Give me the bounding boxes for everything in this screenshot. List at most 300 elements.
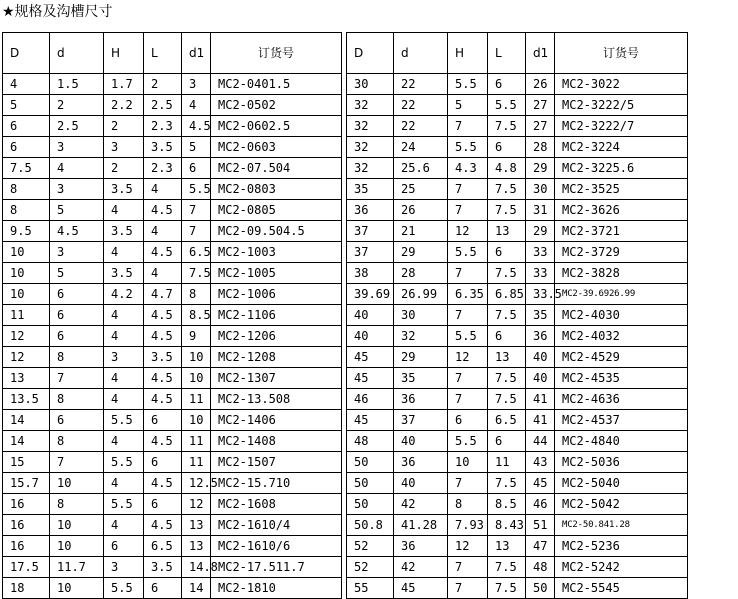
dimension-cell: 2 xyxy=(144,74,182,95)
dimension-cell: 5.5 xyxy=(104,578,144,599)
table-row xyxy=(347,389,688,410)
dimension-cell: 14.8 xyxy=(182,557,211,578)
dimension-cell: 6 xyxy=(50,305,104,326)
order-number-cell: MC2-1003 xyxy=(211,242,342,263)
dimension-cell: 4 xyxy=(144,263,182,284)
order-number-cell: MC2-3022 xyxy=(555,74,688,95)
column-header: d1 xyxy=(526,33,555,74)
dimension-cell: 6 xyxy=(488,326,526,347)
dimension-cell: 32 xyxy=(347,158,394,179)
order-number-cell: MC2-1106 xyxy=(211,305,342,326)
table-row xyxy=(347,95,688,116)
dimension-cell: 13 xyxy=(182,536,211,557)
dimension-cell: 2.5 xyxy=(144,95,182,116)
dimension-cell: 6 xyxy=(144,410,182,431)
order-number-cell: MC2-5042 xyxy=(555,494,688,515)
table-row xyxy=(347,137,688,158)
dimension-cell: 32 xyxy=(347,137,394,158)
table-row xyxy=(347,557,688,578)
order-number-cell: MC2-1610/4 xyxy=(211,515,342,536)
dimension-cell: 47 xyxy=(526,536,555,557)
dimension-cell: 10 xyxy=(50,578,104,599)
dimension-cell: 36 xyxy=(394,536,448,557)
dimension-cell: 10 xyxy=(3,242,50,263)
table-row xyxy=(347,410,688,431)
table-row xyxy=(347,578,688,599)
dimension-cell: 4 xyxy=(50,158,104,179)
table-row xyxy=(347,242,688,263)
dimension-cell: 4.7 xyxy=(144,284,182,305)
dimension-cell: 41 xyxy=(526,389,555,410)
dimension-cell: 6 xyxy=(144,452,182,473)
dimension-cell: 6.5 xyxy=(488,410,526,431)
table-header-row xyxy=(3,33,342,74)
table-row xyxy=(3,389,342,410)
dimension-cell: 30 xyxy=(394,305,448,326)
dimension-cell: 39.69 xyxy=(347,284,394,305)
table-row xyxy=(3,536,342,557)
dimension-cell: 5.5 xyxy=(182,179,211,200)
table-header-row xyxy=(347,33,688,74)
dimension-cell: 12 xyxy=(182,494,211,515)
dimension-cell: 6.85 xyxy=(488,284,526,305)
order-number-cell: MC2-50.841.28 xyxy=(555,515,688,536)
dimension-cell: 28 xyxy=(394,263,448,284)
dimension-cell: 6.5 xyxy=(182,242,211,263)
dimension-cell: 2.3 xyxy=(144,158,182,179)
table-row xyxy=(3,137,342,158)
order-number-cell: MC2-1206 xyxy=(211,326,342,347)
dimension-cell: 52 xyxy=(347,557,394,578)
order-number-cell: MC2-3222/5 xyxy=(555,95,688,116)
dimension-cell: 6 xyxy=(104,536,144,557)
dimension-cell: 30 xyxy=(347,74,394,95)
dimension-cell: 41 xyxy=(526,410,555,431)
table-row xyxy=(347,473,688,494)
dimension-cell: 5.5 xyxy=(448,431,488,452)
order-number-cell: MC2-3224 xyxy=(555,137,688,158)
table-row xyxy=(347,158,688,179)
order-number-cell: MC2-4032 xyxy=(555,326,688,347)
dimension-cell: 9.5 xyxy=(3,221,50,242)
dimension-cell: 7 xyxy=(448,305,488,326)
dimension-cell: 7 xyxy=(448,116,488,137)
dimension-cell: 6 xyxy=(3,137,50,158)
dimension-cell: 12 xyxy=(448,347,488,368)
dimension-cell: 40 xyxy=(347,305,394,326)
dimension-cell: 3 xyxy=(104,137,144,158)
dimension-cell: 17.5 xyxy=(3,557,50,578)
dimension-cell: 5.5 xyxy=(448,137,488,158)
dimension-cell: 13 xyxy=(488,221,526,242)
dimension-cell: 35 xyxy=(347,179,394,200)
dimension-cell: 8 xyxy=(50,347,104,368)
dimension-cell: 4.5 xyxy=(50,221,104,242)
table-row xyxy=(3,515,342,536)
section-title: ★规格及沟槽尺寸 xyxy=(2,4,113,20)
order-number-cell: MC2-4840 xyxy=(555,431,688,452)
order-number-cell: MC2-13.508 xyxy=(211,389,342,410)
dimension-cell: 50 xyxy=(347,452,394,473)
dimension-cell: 6 xyxy=(144,578,182,599)
dimension-cell: 4.2 xyxy=(104,284,144,305)
dimension-cell: 45 xyxy=(526,473,555,494)
dimension-cell: 6 xyxy=(488,137,526,158)
dimension-cell: 5 xyxy=(50,200,104,221)
dimension-cell: 3.5 xyxy=(144,557,182,578)
dimension-cell: 5.5 xyxy=(448,74,488,95)
dimension-cell: 8 xyxy=(448,494,488,515)
order-number-cell: MC2-0602.5 xyxy=(211,116,342,137)
table-row xyxy=(347,284,688,305)
dimension-cell: 4.8 xyxy=(488,158,526,179)
dimension-cell: 36 xyxy=(394,452,448,473)
dimension-cell: 22 xyxy=(394,116,448,137)
dimension-cell: 37 xyxy=(347,242,394,263)
dimension-cell: 3 xyxy=(50,179,104,200)
dimension-cell: 2 xyxy=(50,95,104,116)
table-row xyxy=(3,578,342,599)
order-number-cell: MC2-3225.6 xyxy=(555,158,688,179)
order-number-cell: MC2-1406 xyxy=(211,410,342,431)
dimension-cell: 5 xyxy=(50,263,104,284)
order-number-cell: MC2-4636 xyxy=(555,389,688,410)
dimension-cell: 5.5 xyxy=(104,452,144,473)
spec-table-right xyxy=(346,32,688,599)
dimension-cell: 7.5 xyxy=(488,557,526,578)
dimension-cell: 3.5 xyxy=(144,347,182,368)
table-row xyxy=(3,200,342,221)
table-row xyxy=(3,557,342,578)
dimension-cell: 36 xyxy=(526,326,555,347)
dimension-cell: 32 xyxy=(347,95,394,116)
dimension-cell: 2 xyxy=(104,116,144,137)
dimension-cell: 15 xyxy=(3,452,50,473)
dimension-cell: 4 xyxy=(104,515,144,536)
table-row xyxy=(3,368,342,389)
dimension-cell: 4.5 xyxy=(144,326,182,347)
table-row xyxy=(347,179,688,200)
table-row xyxy=(3,179,342,200)
order-number-cell: MC2-1507 xyxy=(211,452,342,473)
dimension-cell: 10 xyxy=(3,284,50,305)
order-number-cell: MC2-1005 xyxy=(211,263,342,284)
dimension-cell: 5 xyxy=(3,95,50,116)
dimension-cell: 2.5 xyxy=(50,116,104,137)
table-row xyxy=(3,95,342,116)
dimension-cell: 27 xyxy=(526,116,555,137)
order-number-cell: MC2-5236 xyxy=(555,536,688,557)
dimension-cell: 4 xyxy=(104,242,144,263)
dimension-cell: 6.5 xyxy=(144,536,182,557)
order-number-cell: MC2-3222/7 xyxy=(555,116,688,137)
dimension-cell: 6 xyxy=(50,326,104,347)
dimension-cell: 4.5 xyxy=(144,305,182,326)
order-number-cell: MC2-17.511.7 xyxy=(211,557,342,578)
dimension-cell: 3 xyxy=(104,347,144,368)
column-header: L xyxy=(144,33,182,74)
dimension-cell: 22 xyxy=(394,74,448,95)
order-number-cell: MC2-0805 xyxy=(211,200,342,221)
dimension-cell: 11 xyxy=(182,452,211,473)
dimension-cell: 50.8 xyxy=(347,515,394,536)
dimension-cell: 7 xyxy=(448,200,488,221)
dimension-cell: 4.3 xyxy=(448,158,488,179)
dimension-cell: 36 xyxy=(394,389,448,410)
order-number-cell: MC2-0603 xyxy=(211,137,342,158)
table-row xyxy=(347,200,688,221)
dimension-cell: 46 xyxy=(526,494,555,515)
dimension-cell: 5.5 xyxy=(104,410,144,431)
table-row xyxy=(347,347,688,368)
dimension-cell: 4 xyxy=(104,368,144,389)
dimension-cell: 4 xyxy=(104,473,144,494)
dimension-cell: 7.5 xyxy=(488,305,526,326)
table-row xyxy=(3,473,342,494)
dimension-cell: 7 xyxy=(50,368,104,389)
table-row xyxy=(3,326,342,347)
order-number-cell: MC2-07.504 xyxy=(211,158,342,179)
order-number-cell: MC2-4030 xyxy=(555,305,688,326)
dimension-cell: 4.5 xyxy=(182,116,211,137)
column-header: D xyxy=(347,33,394,74)
order-number-cell: MC2-1208 xyxy=(211,347,342,368)
table-row xyxy=(3,431,342,452)
dimension-cell: 16 xyxy=(3,494,50,515)
dimension-cell: 4.5 xyxy=(144,368,182,389)
order-number-cell: MC2-4535 xyxy=(555,368,688,389)
dimension-cell: 4.5 xyxy=(144,431,182,452)
dimension-cell: 6 xyxy=(144,494,182,515)
dimension-cell: 12 xyxy=(448,221,488,242)
table-row xyxy=(347,452,688,473)
dimension-cell: 30 xyxy=(526,179,555,200)
dimension-cell: 7 xyxy=(182,200,211,221)
dimension-cell: 4.5 xyxy=(144,389,182,410)
dimension-cell: 11 xyxy=(3,305,50,326)
dimension-cell: 11 xyxy=(488,452,526,473)
dimension-cell: 10 xyxy=(50,473,104,494)
table-row xyxy=(347,74,688,95)
order-number-cell: MC2-1608 xyxy=(211,494,342,515)
dimension-cell: 7.5 xyxy=(488,473,526,494)
dimension-cell: 4 xyxy=(3,74,50,95)
table-row xyxy=(3,494,342,515)
dimension-cell: 11 xyxy=(182,389,211,410)
column-header: 订货号 xyxy=(211,33,342,74)
dimension-cell: 13 xyxy=(3,368,50,389)
dimension-cell: 7 xyxy=(50,452,104,473)
table-row xyxy=(3,221,342,242)
dimension-cell: 7 xyxy=(182,221,211,242)
dimension-cell: 37 xyxy=(394,410,448,431)
dimension-cell: 8 xyxy=(50,494,104,515)
dimension-cell: 4 xyxy=(104,431,144,452)
table-row xyxy=(3,74,342,95)
dimension-cell: 8 xyxy=(3,179,50,200)
dimension-cell: 25.6 xyxy=(394,158,448,179)
dimension-cell: 50 xyxy=(347,473,394,494)
dimension-cell: 33 xyxy=(526,263,555,284)
table-row xyxy=(3,305,342,326)
order-number-cell: MC2-4537 xyxy=(555,410,688,431)
dimension-cell: 11 xyxy=(182,431,211,452)
order-number-cell: MC2-1810 xyxy=(211,578,342,599)
order-number-cell: MC2-5036 xyxy=(555,452,688,473)
column-header: L xyxy=(488,33,526,74)
dimension-cell: 10 xyxy=(182,368,211,389)
dimension-cell: 13 xyxy=(488,347,526,368)
dimension-cell: 33 xyxy=(526,242,555,263)
dimension-cell: 44 xyxy=(526,431,555,452)
dimension-cell: 6 xyxy=(448,410,488,431)
column-header: H xyxy=(104,33,144,74)
dimension-cell: 7 xyxy=(448,179,488,200)
order-number-cell: MC2-3626 xyxy=(555,200,688,221)
dimension-cell: 40 xyxy=(347,326,394,347)
dimension-cell: 29 xyxy=(526,221,555,242)
dimension-cell: 4 xyxy=(104,200,144,221)
dimension-cell: 33.5 xyxy=(526,284,555,305)
dimension-cell: 5 xyxy=(182,137,211,158)
table-row xyxy=(3,410,342,431)
dimension-cell: 5.5 xyxy=(104,494,144,515)
order-number-cell: MC2-4529 xyxy=(555,347,688,368)
dimension-cell: 40 xyxy=(526,347,555,368)
dimension-cell: 21 xyxy=(394,221,448,242)
dimension-cell: 8 xyxy=(3,200,50,221)
dimension-cell: 3.5 xyxy=(104,263,144,284)
dimension-cell: 36 xyxy=(347,200,394,221)
dimension-cell: 45 xyxy=(347,410,394,431)
dimension-cell: 12 xyxy=(3,326,50,347)
order-number-cell: MC2-1610/6 xyxy=(211,536,342,557)
dimension-cell: 1.5 xyxy=(50,74,104,95)
dimension-cell: 32 xyxy=(394,326,448,347)
table-row xyxy=(347,431,688,452)
dimension-cell: 18 xyxy=(3,578,50,599)
dimension-cell: 6 xyxy=(50,284,104,305)
dimension-cell: 3.5 xyxy=(104,179,144,200)
dimension-cell: 8.5 xyxy=(182,305,211,326)
dimension-cell: 9 xyxy=(182,326,211,347)
dimension-cell: 52 xyxy=(347,536,394,557)
dimension-cell: 46 xyxy=(347,389,394,410)
dimension-cell: 6 xyxy=(3,116,50,137)
dimension-cell: 6 xyxy=(488,242,526,263)
dimension-cell: 29 xyxy=(526,158,555,179)
dimension-cell: 3 xyxy=(50,242,104,263)
table-row xyxy=(3,263,342,284)
dimension-cell: 24 xyxy=(394,137,448,158)
dimension-cell: 8 xyxy=(50,389,104,410)
dimension-cell: 4 xyxy=(104,305,144,326)
dimension-cell: 4 xyxy=(104,389,144,410)
dimension-cell: 29 xyxy=(394,347,448,368)
dimension-cell: 7.5 xyxy=(488,368,526,389)
dimension-cell: 3.5 xyxy=(104,221,144,242)
order-number-cell: MC2-0502 xyxy=(211,95,342,116)
table-row xyxy=(347,494,688,515)
dimension-cell: 40 xyxy=(394,473,448,494)
dimension-cell: 50 xyxy=(526,578,555,599)
dimension-cell: 10 xyxy=(182,347,211,368)
dimension-cell: 15.7 xyxy=(3,473,50,494)
dimension-cell: 5.5 xyxy=(448,326,488,347)
table-row xyxy=(3,347,342,368)
dimension-cell: 7 xyxy=(448,578,488,599)
dimension-cell: 41.28 xyxy=(394,515,448,536)
order-number-cell: MC2-39.6926.99 xyxy=(555,284,688,305)
dimension-cell: 7.93 xyxy=(448,515,488,536)
column-header: d1 xyxy=(182,33,211,74)
dimension-cell: 4 xyxy=(182,95,211,116)
dimension-cell: 7 xyxy=(448,368,488,389)
table-row xyxy=(347,263,688,284)
dimension-cell: 29 xyxy=(394,242,448,263)
dimension-cell: 8.43 xyxy=(488,515,526,536)
order-number-cell: MC2-3525 xyxy=(555,179,688,200)
dimension-cell: 14 xyxy=(3,431,50,452)
table-row xyxy=(347,536,688,557)
dimension-cell: 7 xyxy=(448,557,488,578)
dimension-cell: 12 xyxy=(3,347,50,368)
dimension-cell: 7.5 xyxy=(488,578,526,599)
dimension-cell: 7.5 xyxy=(3,158,50,179)
dimension-cell: 26.99 xyxy=(394,284,448,305)
dimension-cell: 16 xyxy=(3,536,50,557)
order-number-cell: MC2-1408 xyxy=(211,431,342,452)
dimension-cell: 43 xyxy=(526,452,555,473)
dimension-cell: 13 xyxy=(182,515,211,536)
dimension-cell: 6 xyxy=(50,410,104,431)
dimension-cell: 26 xyxy=(394,200,448,221)
dimension-cell: 3 xyxy=(182,74,211,95)
dimension-cell: 45 xyxy=(394,578,448,599)
dimension-cell: 16 xyxy=(3,515,50,536)
dimension-cell: 7.5 xyxy=(182,263,211,284)
dimension-cell: 2.2 xyxy=(104,95,144,116)
dimension-cell: 11.7 xyxy=(50,557,104,578)
dimension-cell: 1.7 xyxy=(104,74,144,95)
dimension-cell: 7.5 xyxy=(488,389,526,410)
dimension-cell: 31 xyxy=(526,200,555,221)
dimension-cell: 14 xyxy=(182,578,211,599)
dimension-cell: 45 xyxy=(347,368,394,389)
order-number-cell: MC2-0401.5 xyxy=(211,74,342,95)
order-number-cell: MC2-5545 xyxy=(555,578,688,599)
table-row xyxy=(347,221,688,242)
table-row xyxy=(3,116,342,137)
table-row xyxy=(347,515,688,536)
dimension-cell: 10 xyxy=(3,263,50,284)
order-number-cell: MC2-0803 xyxy=(211,179,342,200)
dimension-cell: 7.5 xyxy=(488,116,526,137)
dimension-cell: 4.5 xyxy=(144,242,182,263)
dimension-cell: 8.5 xyxy=(488,494,526,515)
dimension-cell: 48 xyxy=(526,557,555,578)
dimension-cell: 8 xyxy=(182,284,211,305)
dimension-cell: 42 xyxy=(394,557,448,578)
dimension-cell: 6.35 xyxy=(448,284,488,305)
dimension-cell: 2 xyxy=(104,158,144,179)
order-number-cell: MC2-09.504.5 xyxy=(211,221,342,242)
dimension-cell: 6 xyxy=(488,74,526,95)
dimension-cell: 38 xyxy=(347,263,394,284)
dimension-cell: 10 xyxy=(50,536,104,557)
dimension-cell: 55 xyxy=(347,578,394,599)
order-number-cell: MC2-3729 xyxy=(555,242,688,263)
